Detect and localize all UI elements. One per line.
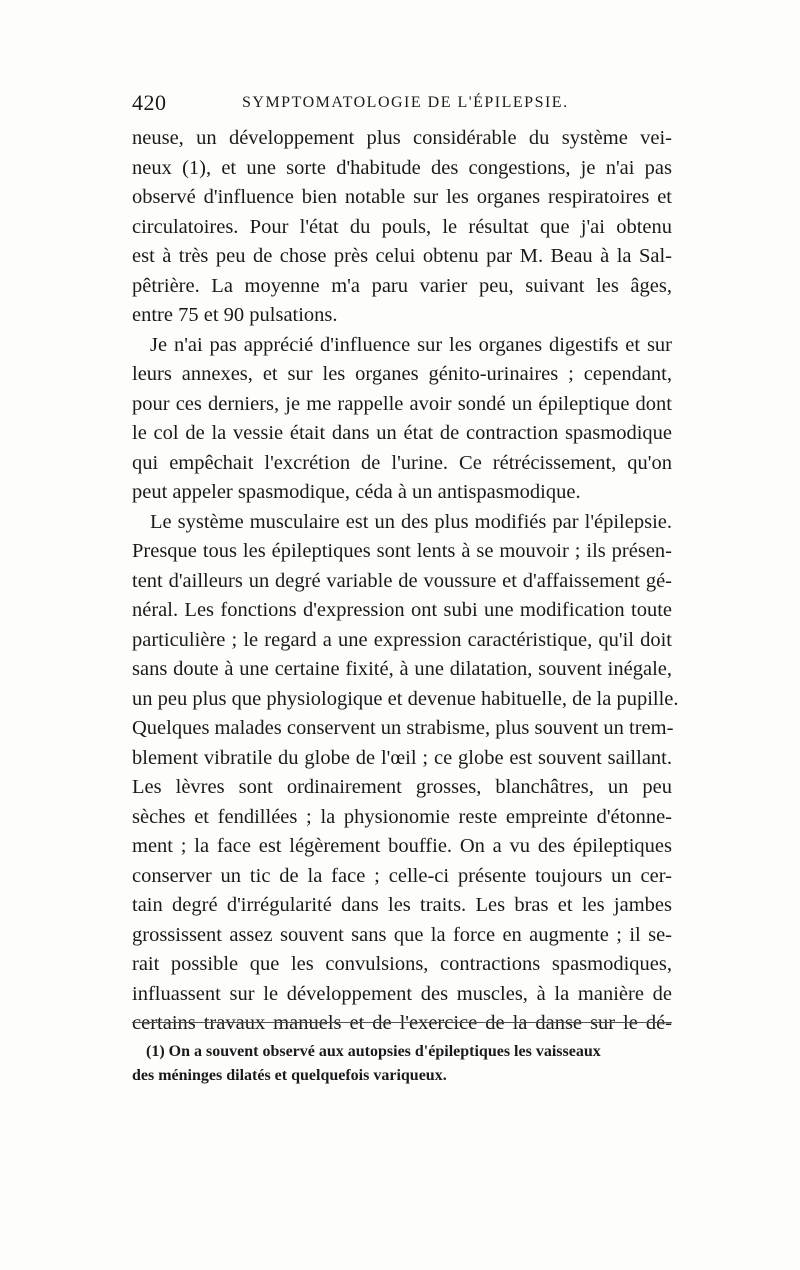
text-line: qui empêchait l'excrétion de l'urine. Ce rétrécissement, qu'on xyxy=(132,451,672,474)
text-line: tent d'ailleurs un degré variable de voussure et d'affaissement gé- xyxy=(132,569,672,592)
text-line: le col de la vessie était dans un état de contraction spasmodique xyxy=(132,422,672,444)
text-line: est à très peu de chose près celui obtenu par M. Beau à la Sal- xyxy=(132,245,672,267)
text-line: grossissent assez souvent sans que la force en augmente ; il se- xyxy=(132,923,672,946)
text-line: observé d'influence bien notable sur les organes respiratoires et xyxy=(132,186,672,208)
text-line: pour ces derniers, je me rappelle avoir sondé un épileptique dont xyxy=(132,392,672,415)
page-number: 420 xyxy=(132,90,167,115)
text-line: Quelques malades conservent un strabisme, plus souvent un trem- xyxy=(132,717,674,739)
text-line: pêtrière. La moyenne m'a paru varier peu, suivant les âges, xyxy=(132,274,672,297)
text-line: Je n'ai pas apprécié d'influence sur les organes digestifs et sur xyxy=(150,333,672,356)
footnote xyxy=(132,1040,672,1088)
text-line: entre 75 et 90 pulsations. xyxy=(132,304,338,326)
page-header xyxy=(132,90,672,124)
text-line: peut appeler spasmodique, céda à un antispasmodique. xyxy=(132,481,581,503)
text-line: particulière ; le regard a une expression caractéristique, qu'il doit xyxy=(132,628,672,651)
text-line: neuse, un développement plus considérable du système vei- xyxy=(132,127,672,149)
text-line: ment ; la face est légèrement bouffie. On a vu des épileptiques xyxy=(132,835,672,857)
footnote-line: (1) On a souvent observé aux autopsies d'épileptiques les vaisseaux xyxy=(146,1043,601,1060)
text-line: rait possible que les convulsions, contractions spasmodiques, xyxy=(132,953,672,975)
footnote-line: des méninges dilatés et quelquefois variqueux. xyxy=(132,1067,447,1084)
text-line: conserver un tic de la face ; celle-ci présente toujours un cer- xyxy=(132,864,672,887)
text-line: neux (1), et une sorte d'habitude des congestions, je n'ai pas xyxy=(132,156,672,179)
footnote-divider xyxy=(132,1022,672,1023)
text-line: un peu plus que physiologique et devenue habituelle, de la pupille. xyxy=(132,687,679,710)
body-text xyxy=(132,124,679,1039)
running-head: SYMPTOMATOLOGIE DE L'ÉPILEPSIE. xyxy=(242,94,569,111)
text-line: Presque tous les épileptiques sont lents à se mouvoir ; ils présen- xyxy=(132,540,672,562)
text-line: sèches et fendillées ; la physionomie reste empreinte d'étonne- xyxy=(132,805,672,828)
text-line: néral. Les fonctions d'expression ont subi une modification toute xyxy=(132,599,672,621)
text-line: leurs annexes, et sur les organes génito-urinaires ; cependant, xyxy=(132,363,672,385)
text-line: circulatoires. Pour l'état du pouls, le résultat que j'ai obtenu xyxy=(132,215,672,238)
text-line: sans doute à une certaine fixité, à une dilatation, souvent inégale, xyxy=(132,658,672,680)
text-line: Le système musculaire est un des plus modifiés par l'épilepsie. xyxy=(150,510,672,533)
text-line: influassent sur le développement des muscles, à la manière de xyxy=(132,982,672,1005)
text-line: certains travaux manuels et de l'exercice de la danse sur le dé- xyxy=(132,1012,672,1034)
text-line: tain degré d'irrégularité dans les traits. Les bras et les jambes xyxy=(132,894,672,916)
text-line: Les lèvres sont ordinairement grosses, blanchâtres, un peu xyxy=(132,776,672,798)
text-line: blement vibratile du globe de l'œil ; ce globe est souvent saillant. xyxy=(132,746,672,769)
